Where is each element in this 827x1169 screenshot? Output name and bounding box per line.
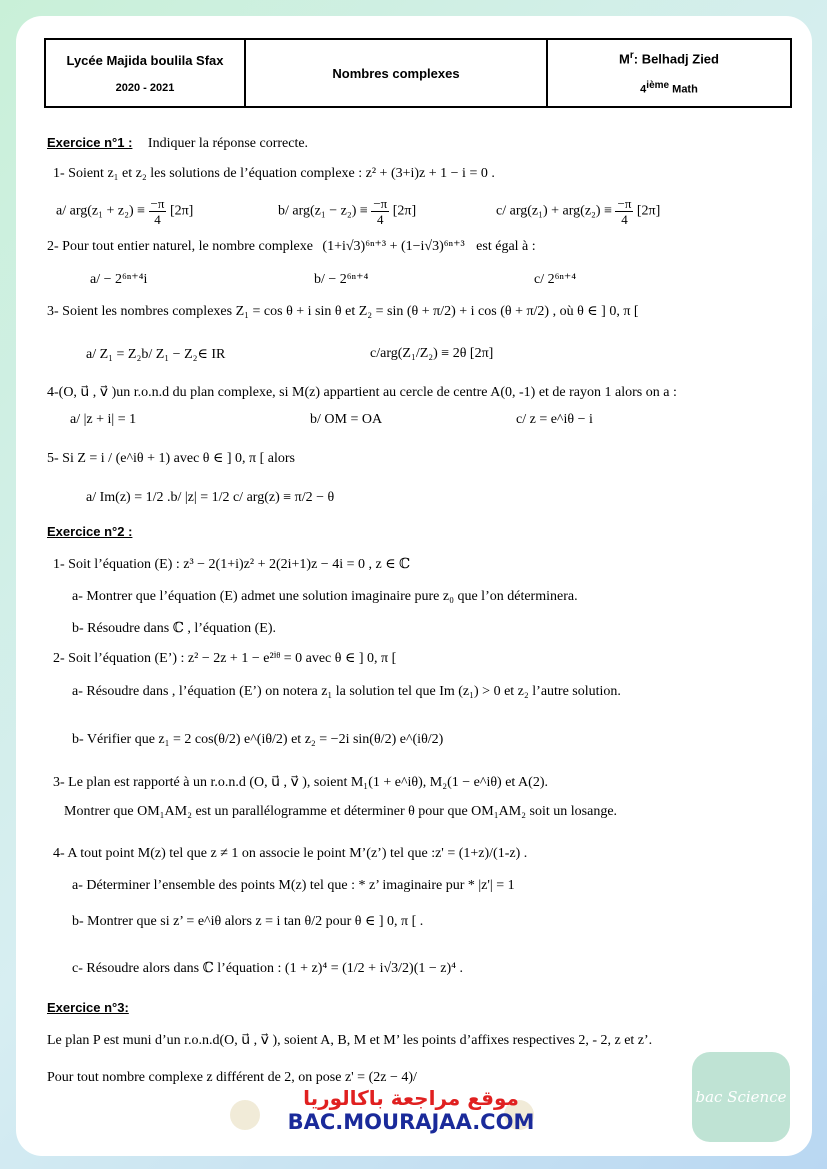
ex2-q4b: b- Montrer que si z’ = e^iθ alors z = i tan θ/2 pour θ ∈ ] 0, π [ . [72,914,424,929]
ex1-q4-option-b: b/ OM = OA [310,412,383,427]
ex1-q3-option-c: c/arg(Z₁/Z₂) ≡ 2θ [2π] [370,346,494,361]
ex1-q2-option-b: b/ − 2⁶ⁿ⁺⁴ [314,272,369,287]
ex1-q4-option-c: c/ z = e^iθ − i [516,412,593,427]
subject-title: Nombres complexes [332,65,460,81]
header-subject-cell [246,40,548,106]
ex2-q1b: b- Résoudre dans ℂ , l’équation (E). [72,621,276,636]
footer-logo-left-icon [230,1100,260,1130]
ex3-line1: Le plan P est muni d’un r.o.n.d(O, u⃗ , v⃗ ), soient A, B, M et M’ les points d’affixes respectives 2, - 2, z et z’. [47,1033,653,1048]
ex1-q3-options-ab: a/ Z₁ = Z₂b/ Z₁ − Z₂∈ IR [86,347,226,362]
ex1-q4-option-a: a/ |z + i| = 1 [70,412,137,427]
ex2-q1a: a- Montrer que l’équation (E) admet une solution imaginaire pure z₀ que l’on déterminera. [72,589,578,604]
ex2-q4c: c- Résoudre alors dans ℂ l’équation : (1 + z)⁴ = (1/2 + i√3/2)(1 − z)⁴ . [72,961,464,976]
ex2-q3b: Montrer que OM₁AM₂ est un parallélogramme et déterminer θ pour que OM₁AM₂ soit un losange. [64,804,618,819]
school-year: 2020 - 2021 [115,81,175,94]
footer-arabic-title: موقع مراجعة باكالوريا [303,1086,519,1110]
footer-banner[interactable] [286,1086,536,1134]
ex1-q2-option-c: c/ 2⁶ⁿ⁺⁴ [534,272,577,287]
ex1-q5-options: a/ Im(z) = 1/2 .b/ |z| = 1/2 c/ arg(z) ≡ π/2 − θ [86,490,335,505]
ex1-q2: 2- Pour tout entier naturel, le nombre complexe (1+i√3)⁶ⁿ⁺³ + (1−i√3)⁶ⁿ⁺³ est égal à : [47,239,536,254]
ex1-q1-option-c: c/ arg(z₁) + arg(z₂) ≡ $\frac{-\pi}{4}$ [2π] [496,196,661,227]
ex2-q1: 1- Soit l’équation (E) : z³ − 2(1+i)z² + 2(2i+1)z − 4i = 0 , z ∈ ℂ [53,557,411,572]
ex1-intro: Indiquer la réponse correcte. [147,136,309,151]
class-level: 4ième Math [640,80,698,96]
ex1-heading [47,135,308,152]
footer-url-link[interactable]: BAC.MOURAJAA.COM [287,1110,535,1134]
teacher-name: $M^r$: Belhadj Zied [619,50,719,67]
header-school-cell [46,40,246,106]
ex1-q4: 4-(O, u⃗ , v⃗ )un r.o.n.d du plan complexe, si M(z) appartient au cercle de centre A(0, -1) et de rayon 1 alors on a : [47,385,677,400]
worksheet-page [16,16,812,1156]
school-name: Lycée Majida boulila Sfax [66,52,224,68]
ex1-q1-option-a: a/ arg(z₁ + z₂) ≡ $\frac{-\pi}{4}$ [2π] [56,196,194,227]
ex3-title: Exercice n°3: [47,1000,129,1015]
ex2-q2b: b- Vérifier que z₁ = 2 cos(θ/2) e^(iθ/2) et z₂ = −2i sin(θ/2) e^(iθ/2) [72,732,444,747]
header-teacher-cell [548,40,790,106]
ex2-q4: 4- A tout point M(z) tel que z ≠ 1 on associe le point M’(z’) tel que :z' = (1+z)/(1-z) . [53,846,528,861]
ex1-q5: 5- Si Z = i / (e^iθ + 1) avec θ ∈ ] 0, π [ alors [47,451,295,466]
ex2-q3: 3- Le plan est rapporté à un r.o.n.d (O, u⃗ , v⃗ ), soient M₁(1 + e^iθ), M₂(1 − e^iθ) et A(2). [53,775,548,790]
ex1-title: Exercice n°1 : [47,135,133,150]
ex1-q1-option-b: b/ arg(z₁ − z₂) ≡ $\frac{-\pi}{4}$ [2π] [278,196,417,227]
ex2-title: Exercice n°2 : [47,524,133,539]
ex1-q3: 3- Soient les nombres complexes Z₁ = cos θ + i sin θ et Z₂ = sin (θ + π/2) + i cos (θ + π/2) , où θ ∈ ] 0, π [ [47,304,639,319]
ex1-q1: 1- Soient z₁ et z₂ les solutions de l’équation complexe : z² + (3+i)z + 1 − i = 0 . [53,166,495,181]
ex2-q2a: a- Résoudre dans , l’équation (E’) on notera z₁ la solution tel que Im (z₁) > 0 et z₂ l’autre solution. [72,684,621,699]
bac-science-badge: bac Science [692,1052,790,1142]
header-table [44,38,792,108]
ex3-line2: Pour tout nombre complexe z différent de 2, on pose z' = (2z − 4)/ [47,1070,417,1085]
ex2-q2: 2- Soit l’équation (E’) : z² − 2z + 1 − e²ⁱᶿ = 0 avec θ ∈ ] 0, π [ [53,651,397,666]
ex1-q2-option-a: a/ − 2⁶ⁿ⁺⁴i [90,272,148,287]
ex2-q4a: a- Déterminer l’ensemble des points M(z) tel que : * z’ imaginaire pur * |z'| = 1 [72,878,515,893]
